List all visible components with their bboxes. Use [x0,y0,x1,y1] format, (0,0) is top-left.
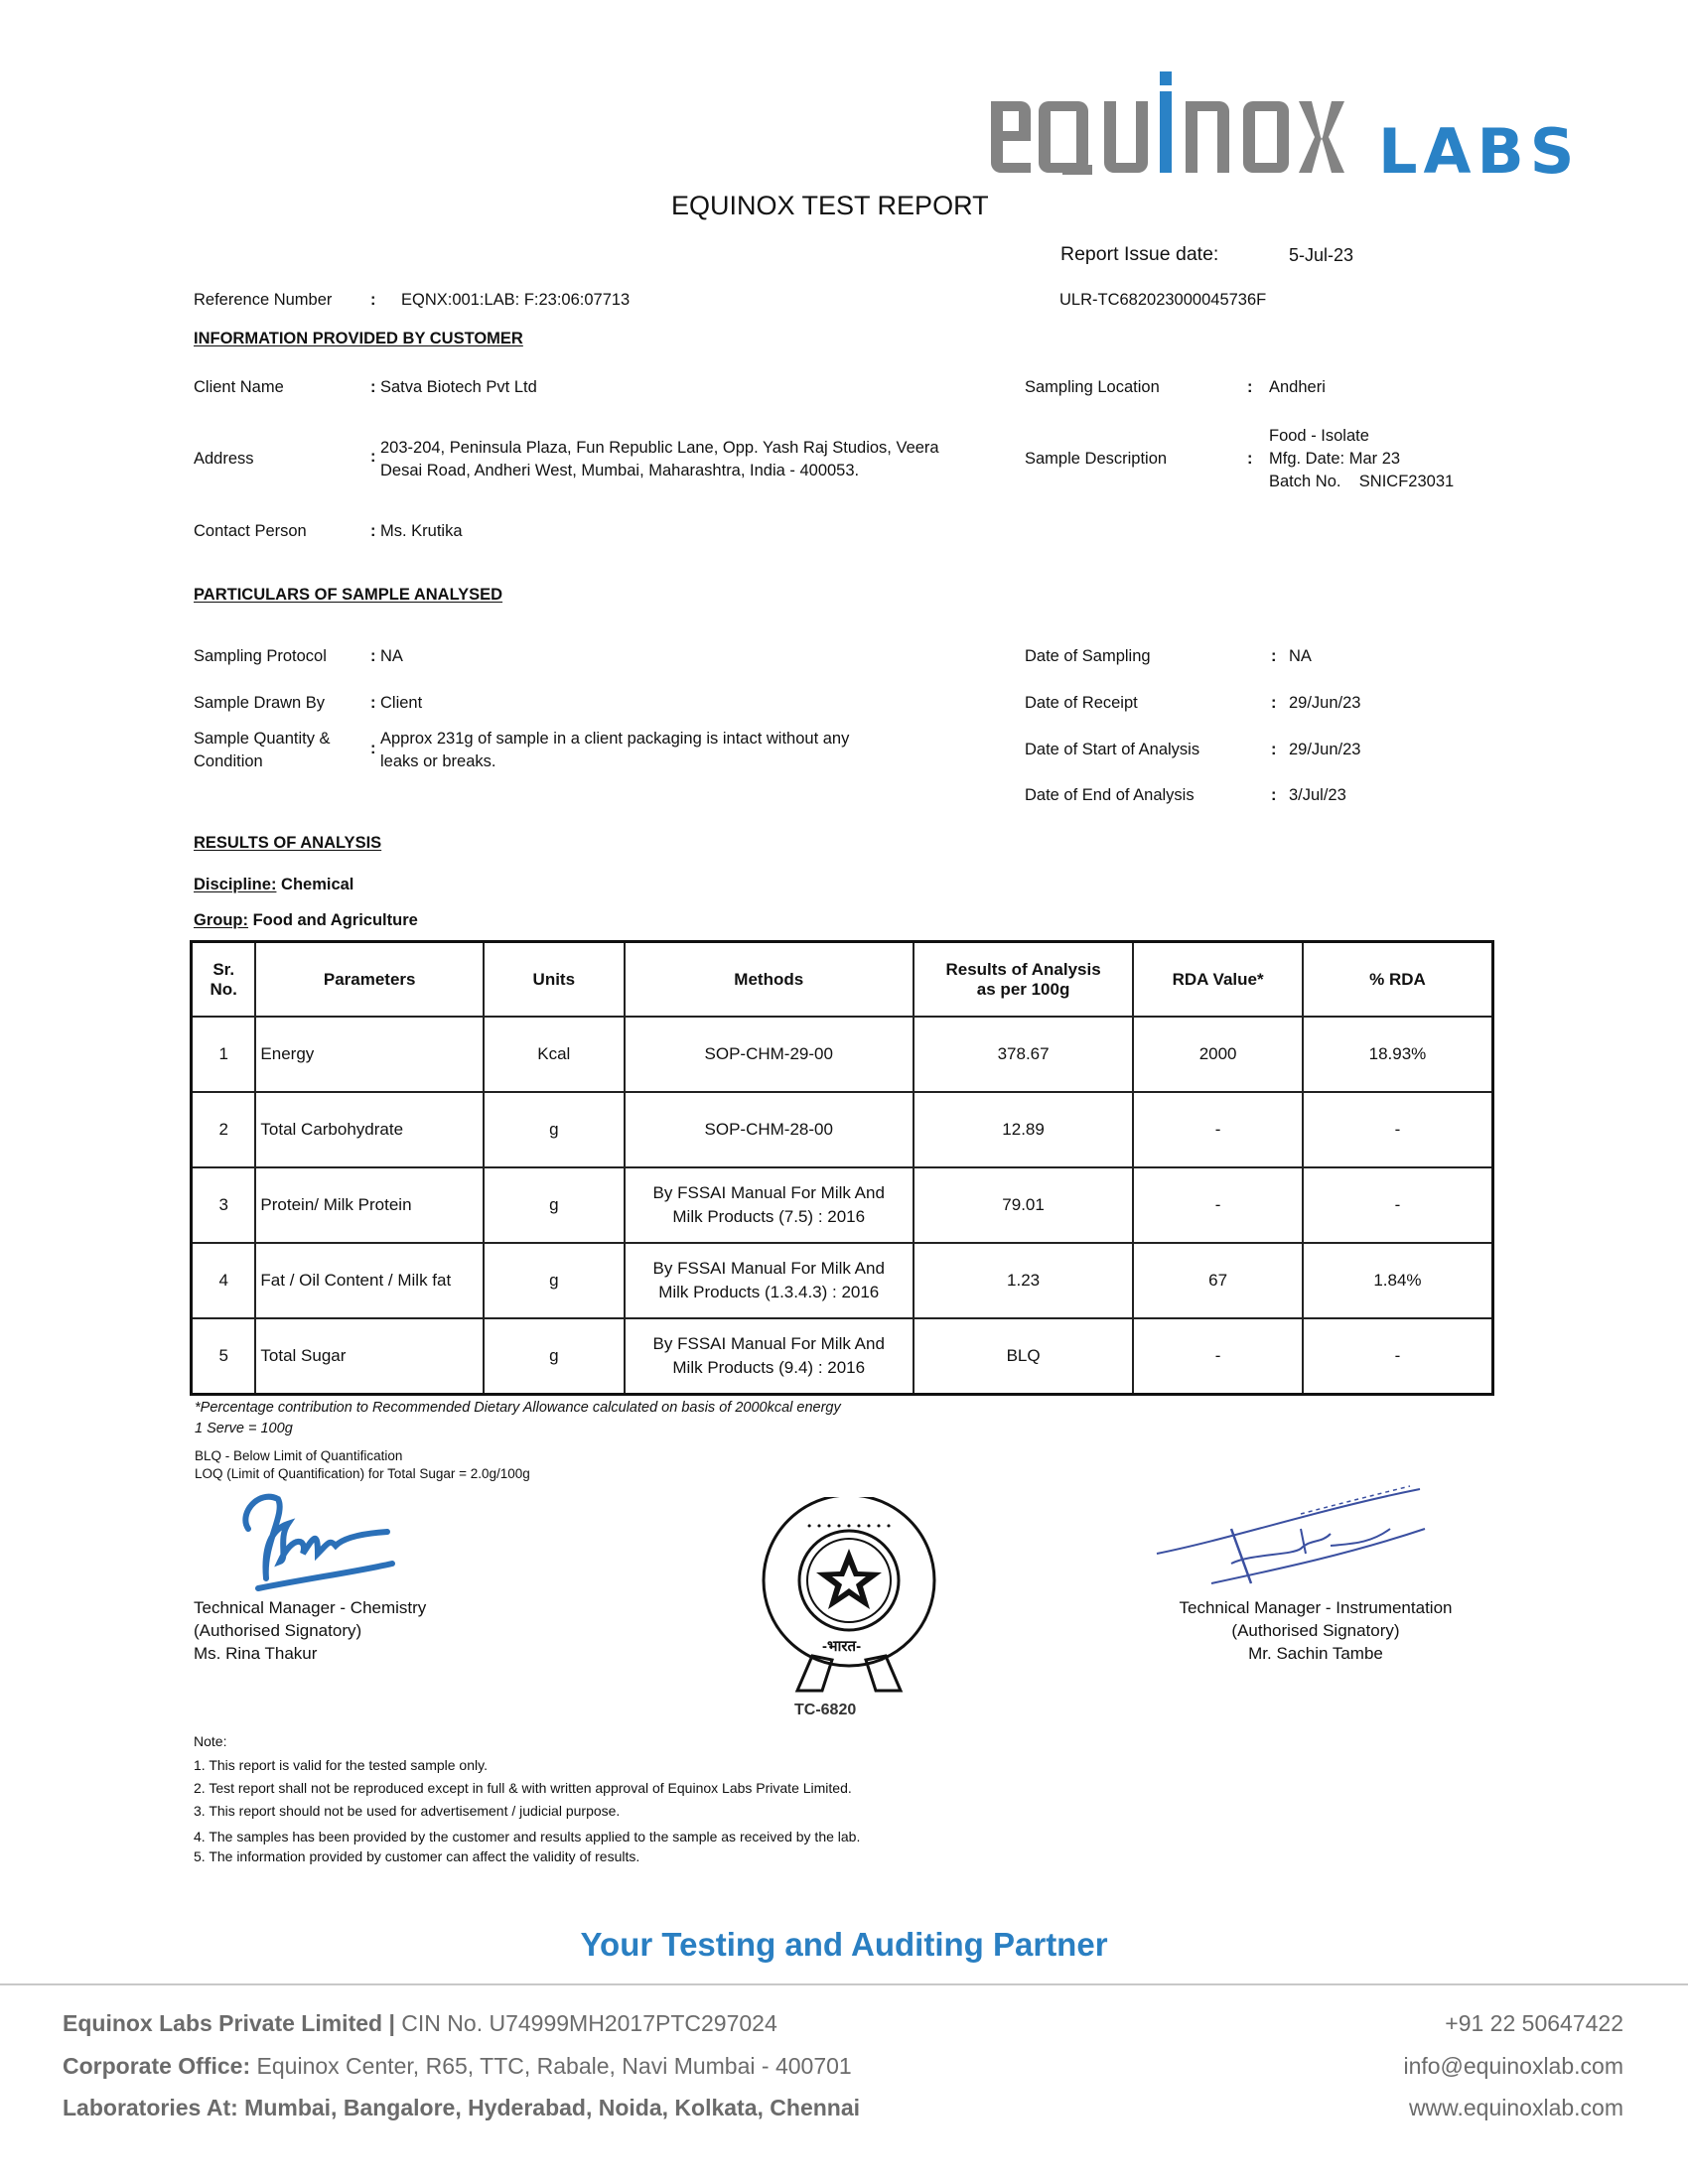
note-item: 4. The samples has been provided by the customer and results applied to the sample as received by the lab. [194,1829,861,1844]
cell-sr: 1 [192,1017,256,1092]
col-results: Results of Analysis as per 100g [914,942,1133,1018]
note-item: 3. This report should not be used for advertisement / judicial purpose. [194,1803,621,1819]
particulars-section-title: PARTICULARS OF SAMPLE ANALYSED [194,586,503,604]
right-signatory-name: Mr. Sachin Tambe [1248,1644,1383,1663]
signature-tambe [1152,1484,1440,1603]
table-header-row [192,942,1493,1018]
cell-sr: 2 [192,1092,256,1167]
col-units: Units [484,942,625,1018]
protocol-colon: : [370,647,376,665]
cell-result: BLQ [914,1318,1133,1395]
date-start-label: Date of Start of Analysis [1025,741,1200,758]
address-line2: Desai Road, Andheri West, Mumbai, Maharashtra, India - 400053. [380,462,860,479]
cell-parameter: Protein/ Milk Protein [255,1167,484,1243]
table-row [192,1243,1493,1318]
company-cin: CIN No. U74999MH2017PTC297024 [394,2010,777,2036]
date-receipt-colon: : [1271,694,1277,712]
cell-unit: g [484,1318,625,1395]
date-end-value: 3/Jul/23 [1289,786,1346,804]
reference-value: EQNX:001:LAB: F:23:06:07713 [401,291,631,309]
signature-thakur [218,1484,417,1598]
svg-text:• • • • • • • • •: • • • • • • • • • [805,1520,893,1533]
cell-unit: g [484,1167,625,1243]
sampling-location-value: Andheri [1269,378,1326,396]
client-name-label: Client Name [194,378,284,396]
blq-note: BLQ - Below Limit of Quantification [195,1448,403,1463]
company-name: Equinox Labs Private Limited | [63,2010,395,2036]
cell-rda: 67 [1133,1243,1303,1318]
laboratories-line: Laboratories At: Mumbai, Bangalore, Hyderabad, Noida, Kolkata, Chennai [63,2095,861,2120]
notes-heading: Note: [194,1733,227,1749]
tagline: Your Testing and Auditing Partner [580,1926,1108,1963]
quantity-value-line2: leaks or breaks. [380,752,496,770]
footer-divider [0,1983,1688,1985]
col-sr-no: Sr. No. [192,942,256,1018]
right-signatory-title: Technical Manager - Instrumentation [1179,1598,1453,1617]
reference-colon: : [370,291,376,309]
cell-sr: 5 [192,1318,256,1395]
note-item: 1. This report is valid for the tested sample only. [194,1757,488,1773]
logo-graphic [983,62,1628,181]
sample-description-colon: : [1247,450,1253,468]
footer-phone[interactable]: +91 22 50647422 [1445,2010,1623,2036]
issue-date-label: Report Issue date: [1060,243,1219,265]
date-receipt-value: 29/Jun/23 [1289,694,1361,712]
date-start-colon: : [1271,741,1277,758]
note-item: 2. Test report shall not be reproduced except in full & with written approval of Equinox Labs Private Limited. [194,1780,852,1796]
cell-unit: g [484,1092,625,1167]
cell-rda: - [1133,1167,1303,1243]
rda-footnote: *Percentage contribution to Recommended Dietary Allowance calculated on basis of 2000kcal energy [195,1400,841,1416]
quantity-colon: : [370,740,376,757]
corporate-address: Equinox Center, R65, TTC, Rabale, Navi Mumbai - 400701 [250,2053,852,2079]
cell-pct: 18.93% [1303,1017,1493,1092]
date-end-colon: : [1271,786,1277,804]
contact-colon: : [370,522,376,540]
cell-sr: 4 [192,1243,256,1318]
ulr-number: ULR-TC682023000045736F [1059,291,1267,309]
cell-pct: - [1303,1092,1493,1167]
footer-website[interactable]: www.equinoxlab.com [1408,2095,1623,2120]
cell-sr: 3 [192,1167,256,1243]
seal-center-text: -भारत- [822,1638,862,1655]
reference-label: Reference Number [194,291,333,309]
discipline [194,876,353,894]
date-start-value: 29/Jun/23 [1289,741,1361,758]
cell-pct: 1.84% [1303,1243,1493,1318]
date-sampling-value: NA [1289,647,1312,665]
cell-result: 1.23 [914,1243,1133,1318]
sample-description-line2: Mfg. Date: Mar 23 [1269,450,1401,468]
footer-email[interactable]: info@equinoxlab.com [1403,2053,1623,2079]
left-signatory-title: Technical Manager - Chemistry [194,1598,427,1617]
table-row [192,1017,1493,1092]
group-value: Food and Agriculture [252,911,418,929]
date-end-label: Date of End of Analysis [1025,786,1195,804]
sample-description-label: Sample Description [1025,450,1168,468]
table-row [192,1318,1493,1395]
equinox-labs-logo [983,62,1628,181]
discipline-value: Chemical [281,876,354,893]
address-colon: : [370,448,376,466]
serve-footnote: 1 Serve = 100g [195,1421,293,1436]
cell-pct: - [1303,1167,1493,1243]
report-title: EQUINOX TEST REPORT [671,191,989,220]
client-name-value: Satva Biotech Pvt Ltd [380,378,537,396]
corporate-line [63,2053,852,2080]
sample-description-line1: Food - Isolate [1269,427,1369,445]
client-name-colon: : [370,378,376,396]
seal-code: TC-6820 [794,1702,857,1718]
contact-value: Ms. Krutika [380,522,463,540]
results-table [190,940,1494,1396]
corporate-label: Corporate Office: [63,2053,251,2079]
cell-result: 12.89 [914,1092,1133,1167]
quantity-label-line2: Condition [194,752,263,770]
address-label: Address [194,450,254,468]
drawn-by-value: Client [380,694,423,712]
left-signatory-name: Ms. Rina Thakur [194,1644,318,1663]
group [194,911,418,930]
seal-icon [743,1497,981,1696]
sampling-location-label: Sampling Location [1025,378,1160,396]
cell-unit: g [484,1243,625,1318]
quantity-value-line1: Approx 231g of sample in a client packaging is intact without any [380,730,850,748]
cell-rda: 2000 [1133,1017,1303,1092]
cell-rda: - [1133,1318,1303,1395]
protocol-label: Sampling Protocol [194,647,327,665]
drawn-by-label: Sample Drawn By [194,694,326,712]
cell-method: SOP-CHM-28-00 [625,1092,914,1167]
col-pct-rda: % RDA [1303,942,1493,1018]
cell-method: By FSSAI Manual For Milk And Milk Products (9.4) : 2016 [625,1318,914,1395]
col-rda-value: RDA Value* [1133,942,1303,1018]
table-row [192,1092,1493,1167]
drawn-by-colon: : [370,694,376,712]
cell-parameter: Total Carbohydrate [255,1092,484,1167]
sample-description-line3: Batch No. SNICF23031 [1269,473,1455,490]
cell-result: 378.67 [914,1017,1133,1092]
cell-parameter: Energy [255,1017,484,1092]
col-methods: Methods [625,942,914,1018]
issue-date-value: 5-Jul-23 [1289,245,1354,265]
table-row [192,1167,1493,1243]
accreditation-seal [743,1497,981,1696]
date-receipt-label: Date of Receipt [1025,694,1138,712]
loq-note: LOQ (Limit of Quantification) for Total Sugar = 2.0g/100g [195,1466,530,1481]
svg-text:LABS: LABS [1378,115,1581,181]
note-item: 5. The information provided by customer can affect the validity of results. [194,1848,640,1864]
group-label: Group: [194,911,248,929]
address-line1: 203-204, Peninsula Plaza, Fun Republic Lane, Opp. Yash Raj Studios, Veera [380,439,939,457]
date-sampling-colon: : [1271,647,1277,665]
cell-pct: - [1303,1318,1493,1395]
contact-label: Contact Person [194,522,307,540]
company-line [63,2010,777,2037]
sampling-location-colon: : [1247,378,1253,396]
cell-unit: Kcal [484,1017,625,1092]
discipline-label: Discipline: [194,876,277,893]
customer-section-title: INFORMATION PROVIDED BY CUSTOMER [194,330,523,347]
cell-rda: - [1133,1092,1303,1167]
protocol-value: NA [380,647,403,665]
cell-parameter: Total Sugar [255,1318,484,1395]
left-signatory-role: (Authorised Signatory) [194,1621,362,1640]
results-section-title: RESULTS OF ANALYSIS [194,834,382,852]
cell-method: By FSSAI Manual For Milk And Milk Products (1.3.4.3) : 2016 [625,1243,914,1318]
cell-parameter: Fat / Oil Content / Milk fat [255,1243,484,1318]
cell-method: SOP-CHM-29-00 [625,1017,914,1092]
right-signatory-role: (Authorised Signatory) [1231,1621,1400,1640]
cell-result: 79.01 [914,1167,1133,1243]
col-parameters: Parameters [255,942,484,1018]
cell-method: By FSSAI Manual For Milk And Milk Products (7.5) : 2016 [625,1167,914,1243]
quantity-label-line1: Sample Quantity & [194,730,331,748]
date-sampling-label: Date of Sampling [1025,647,1151,665]
